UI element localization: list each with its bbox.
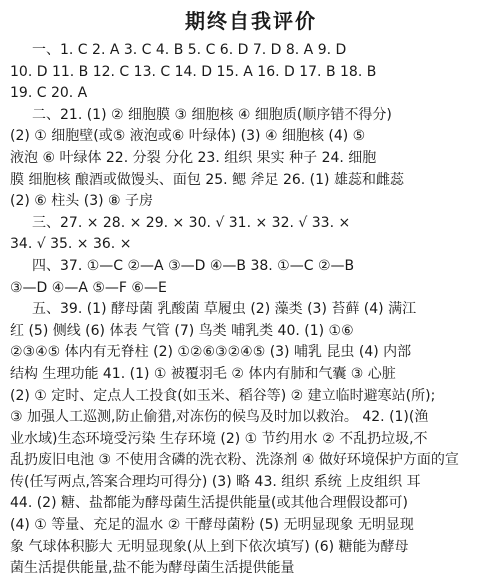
answer-line: 业水域)生态环境受污染 生存环境 (2) ① 节约用水 ② 不乱扔垃圾,不	[10, 430, 428, 447]
answer-line: 34. √ 35. × 36. ×	[10, 236, 132, 253]
answer-line: (4) ① 等量、充足的温水 ② 干酵母菌粉 (5) 无明显现象 无明显现	[10, 517, 414, 534]
answer-line: 10. D 11. B 12. C 13. C 14. D 15. A 16. D 17. B 18. B	[10, 63, 377, 80]
answer-line: 二、21. (1) ② 细胞膜 ③ 细胞核 ④ 细胞质(顺序错不得分)	[32, 106, 392, 123]
answer-line: ②③④⑤ 体内有无脊柱 (2) ①②⑥③②④⑤ (3) 哺乳 昆虫 (4) 内部	[10, 344, 412, 361]
answer-line: (2) ⑥ 柱头 (3) ⑧ 子房	[10, 193, 154, 210]
answer-line: 乱扔废旧电池 ③ 不使用含磷的洗衣粉、洗涤剂 ④ 做好环境保护方面的宣	[10, 452, 459, 469]
answer-body	[10, 40, 492, 580]
answer-line: 象 气球体积膨大 无明显现象(从上到下依次填写) (6) 糖能为酵母	[10, 538, 409, 555]
page-title: 期终自我评价	[185, 9, 317, 33]
answer-line: 四、37. ①—C ②—A ③—D ④—B 38. ①—C ②—B	[32, 257, 355, 274]
answer-line: 五、39. (1) 酵母菌 乳酸菌 草履虫 (2) 藻类 (3) 苔藓 (4) 满江	[32, 301, 417, 318]
answer-line: ③ 加强人工巡测,防止偷猎,对冻伤的候鸟及时加以救治。 42. (1)(渔	[10, 409, 429, 426]
answer-line: 传(任写两点,答案合理均可得分) (3) 略 43. 组织 系统 上皮组织 耳	[10, 473, 421, 490]
answer-line: 红 (5) 侧线 (6) 体表 气管 (7) 鸟类 哺乳类 40. (1) ①⑥	[10, 322, 354, 339]
answer-line: 结构 生理功能 41. (1) ① 被覆羽毛 ② 体内有肺和气囊 ③ 心脏	[10, 365, 396, 382]
answer-line: (2) ① 定时、定点人工投食(如玉米、稻谷等) ② 建立临时避寒站(所);	[10, 387, 436, 404]
answer-line: 三、27. × 28. × 29. × 30. √ 31. × 32. √ 33. ×	[32, 214, 351, 231]
answer-line: (2) ① 细胞壁(或⑤ 液泡或⑥ 叶绿体) (3) ④ 细胞核 (4) ⑤	[10, 128, 366, 145]
answer-line: 一、1. C 2. A 3. C 4. B 5. C 6. D 7. D 8. A 9. D	[32, 42, 347, 58]
answer-line: 菌生活提供能量,盐不能为酵母菌生活提供能量	[10, 560, 295, 577]
answer-line: ③—D ④—A ⑤—F ⑥—E	[10, 279, 167, 296]
answer-line: 19. C 20. A	[10, 85, 88, 102]
answer-line: 膜 细胞核 酿酒或做馒头、面包 25. 鳃 斧足 26. (1) 雄蕊和雌蕊	[10, 171, 404, 188]
answer-line: 液泡 ⑥ 叶绿体 22. 分裂 分化 23. 组织 果实 种子 24. 细胞	[10, 149, 377, 166]
answer-line: 44. (2) 糖、盐都能为酵母菌生活提供能量(或其他合理假设都可)	[10, 495, 408, 512]
